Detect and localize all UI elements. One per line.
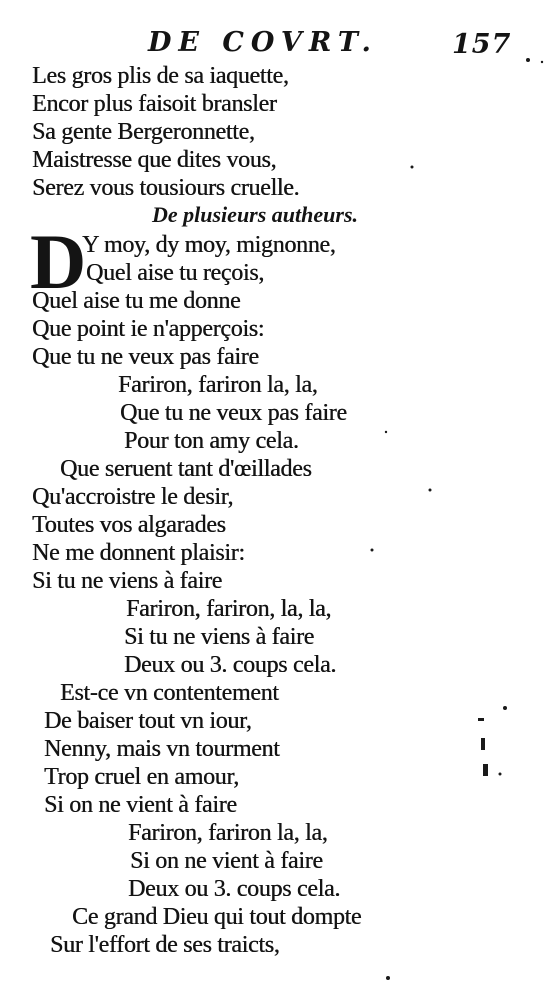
poem-line: De baiser tout vn iour, [44, 708, 252, 734]
poem-line: Ce grand Dieu qui tout dompte [72, 904, 362, 930]
page-number: 157 [452, 29, 512, 60]
running-head: DE COVRT. [148, 27, 378, 58]
stanza-line: Sa gente Bergeronnette, [32, 119, 255, 145]
poem-line-first: Y moy, dy moy, mignonne, [82, 232, 336, 258]
refrain-line: Fariron, fariron la, la, [128, 820, 328, 846]
poem-line: Que seruent tant d'œillades [60, 456, 312, 482]
poem-line: Que point ie n'apperçois: [32, 316, 265, 342]
poem-line: Toutes vos algarades [32, 512, 226, 538]
poem-line: Si tu ne viens à faire [32, 568, 223, 594]
stanza-line: Serez vous tousiours cruelle. [32, 175, 300, 201]
refrain-line: Si tu ne viens à faire [124, 624, 315, 650]
stanza-line: Encor plus faisoit bransler [32, 91, 277, 117]
refrain-line: Deux ou 3. coups cela. [124, 652, 337, 678]
poem-line: Qu'accroistre le desir, [32, 484, 234, 510]
section-title: De plusieurs autheurs. [152, 202, 359, 227]
refrain-line: Deux ou 3. coups cela. [128, 876, 341, 902]
poem-line: Quel aise tu me donne [32, 288, 241, 314]
drop-capital: D [30, 218, 87, 305]
refrain-line: Si on ne vient à faire [130, 848, 323, 874]
stanza-line: Maistresse que dites vous, [32, 147, 277, 173]
poem-line: Est-ce vn contentement [60, 680, 279, 706]
poem-line: Trop cruel en amour, [44, 764, 239, 790]
poem-line: Ne me donnent plaisir: [32, 540, 245, 566]
refrain-line: Que tu ne veux pas faire [120, 400, 347, 426]
refrain-line: Fariron, fariron la, la, [118, 372, 318, 398]
refrain-line: Pour ton amy cela. [124, 428, 299, 454]
poem-line: Nenny, mais vn tourment [44, 736, 280, 762]
poem-line: Sur l'effort de ses traicts, [50, 932, 280, 958]
stanza-line: Les gros plis de sa iaquette, [32, 63, 289, 89]
poem-line: Si on ne vient à faire [44, 792, 237, 818]
refrain-line: Fariron, fariron, la, la, [126, 596, 332, 622]
poem-line: Quel aise tu reçois, [86, 260, 264, 286]
poem-line: Que tu ne veux pas faire [32, 344, 259, 370]
